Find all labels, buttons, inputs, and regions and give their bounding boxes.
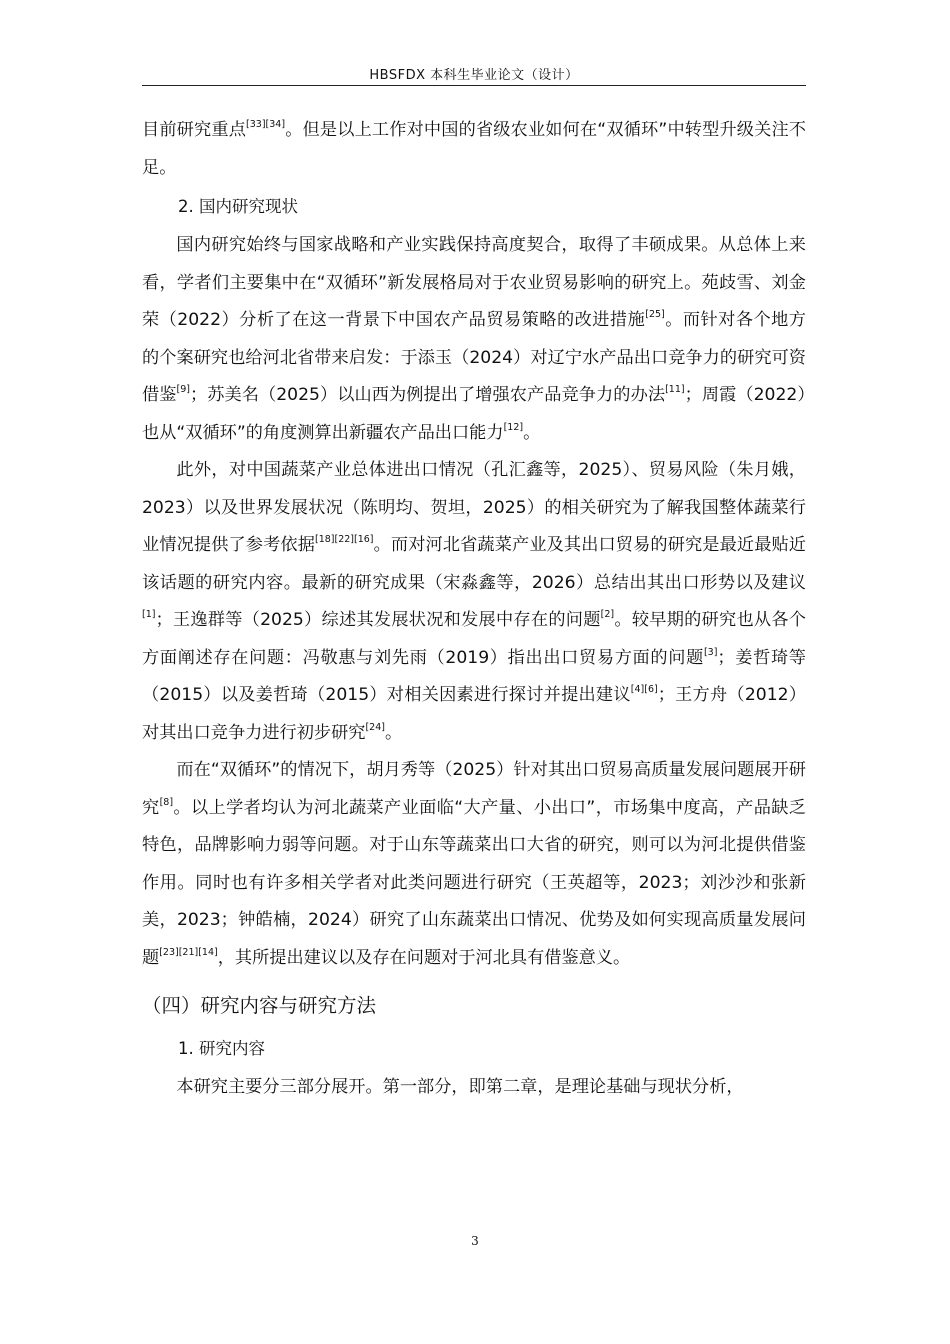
text-run: ；周霞（2022）也从“双循环”的角度测算出新疆农产品出口能力 <box>142 385 806 443</box>
running-header: HBSFDX 本科生毕业论文（设计） <box>369 68 579 83</box>
paragraph <box>142 452 806 752</box>
text-run: 。以上学者均认为河北蔬菜产业面临“大产量、小出口”，市场集中度高，产品缺乏特色，品牌影响力弱等问题。对于山东等蔬菜出口大省的研究，则可以为河北提供借鉴作用。同时也有许多相关学者对此类问题进行研究（王英超等，2023；刘沙沙和张新美，2023；钟皓楠，2024）研究了山东蔬菜出口情况、优势及如何实现高质量发展问题 <box>142 797 806 968</box>
paragraph <box>142 112 806 187</box>
text-run: 目前研究重点 <box>142 120 247 140</box>
text-run: 。但是以上工作对中国的省级农业如何在“双循环”中转型升级关注不足。 <box>142 120 806 178</box>
subsection-heading-research-content: 1. 研究内容 <box>178 1039 265 1058</box>
text-run: ；姜哲琦等（2015）以及姜哲琦（2015）对相关因素进行探讨并提出建议 <box>142 647 806 705</box>
paragraph <box>142 752 806 977</box>
paragraph <box>142 227 806 452</box>
text-run: 。而对河北省蔬菜产业及其出口贸易的研究是最近最贴近该话题的研究内容。最新的研究成果（宋淼鑫等，2026）总结出其出口形势以及建议 <box>142 535 806 593</box>
page-body <box>142 112 806 1107</box>
text-run: 本研究主要分三部分展开。第一部分，即第二章，是理论基础与现状分析， <box>176 1077 744 1097</box>
citation-ref: [3] <box>703 646 718 658</box>
citation-ref: [12] <box>503 421 524 433</box>
text-run: 而在“双循环”的情况下，胡月秀等（2025）针对其出口贸易高质量发展问题展开研究 <box>142 760 806 818</box>
text-run: ；苏美名（2025）以山西为例提出了增强农产品竞争力的办法 <box>189 385 666 405</box>
section-heading-content-methods: （四）研究内容与研究方法 <box>142 994 377 1017</box>
page-number: 3 <box>471 1234 479 1248</box>
citation-ref: [24] <box>365 721 385 733</box>
citation-ref: [11] <box>665 384 685 396</box>
citation-ref: [9] <box>176 384 190 396</box>
text-run: 。 <box>384 722 403 743</box>
text-run: ，其所提出建议以及存在问题对于河北具有借鉴意义。 <box>217 947 631 968</box>
text-run: 此外，对中国蔬菜产业总体进出口情况（孔汇鑫等，2025）、贸易风险（朱月娥，2023）以及世界发展状况（陈明均、贺坦，2025）的相关研究为了解我国整体蔬菜行业情况提供了参考依据 <box>142 460 806 555</box>
text-run: ；王方舟（2012）对其出口竞争力进行初步研究 <box>142 685 807 743</box>
citation-ref: [4][6] <box>630 684 658 696</box>
citation-ref: [25] <box>645 309 665 321</box>
text-run: 国内研究始终与国家战略和产业实践保持高度契合，取得了丰硕成果。从总体上来看，学者们主要集中在“双循环”新发展格局对于农业贸易影响的研究上。苑歧雪、刘金荣（2022）分析了在这一背景下中国农产品贸易策略的改进措施 <box>142 235 806 330</box>
citation-ref: [8] <box>159 796 174 808</box>
citation-ref: [18][22][16] <box>315 534 374 546</box>
subsection-heading-domestic-research: 2. 国内研究现状 <box>178 197 298 216</box>
text-run: 。较早期的研究也从各个方面阐述存在问题：冯敬惠与刘先雨（2019）指出出口贸易方面的问题 <box>142 610 806 668</box>
citation-ref: [23][21][14] <box>159 946 218 958</box>
header-rule <box>142 85 806 86</box>
paragraph <box>142 1069 806 1107</box>
text-run: ；王逸群等（2025）综述其发展状况和发展中存在的问题 <box>155 610 601 630</box>
citation-ref: [1] <box>142 609 156 621</box>
citation-ref: [33][34] <box>246 119 286 131</box>
text-run: 。而针对各个地方的个案研究也给河北省带来启发：于添玉（2024）对辽宁水产品出口竞争力的研究可资借鉴 <box>142 310 806 405</box>
citation-ref: [2] <box>600 609 615 621</box>
text-run: 。 <box>523 422 541 443</box>
